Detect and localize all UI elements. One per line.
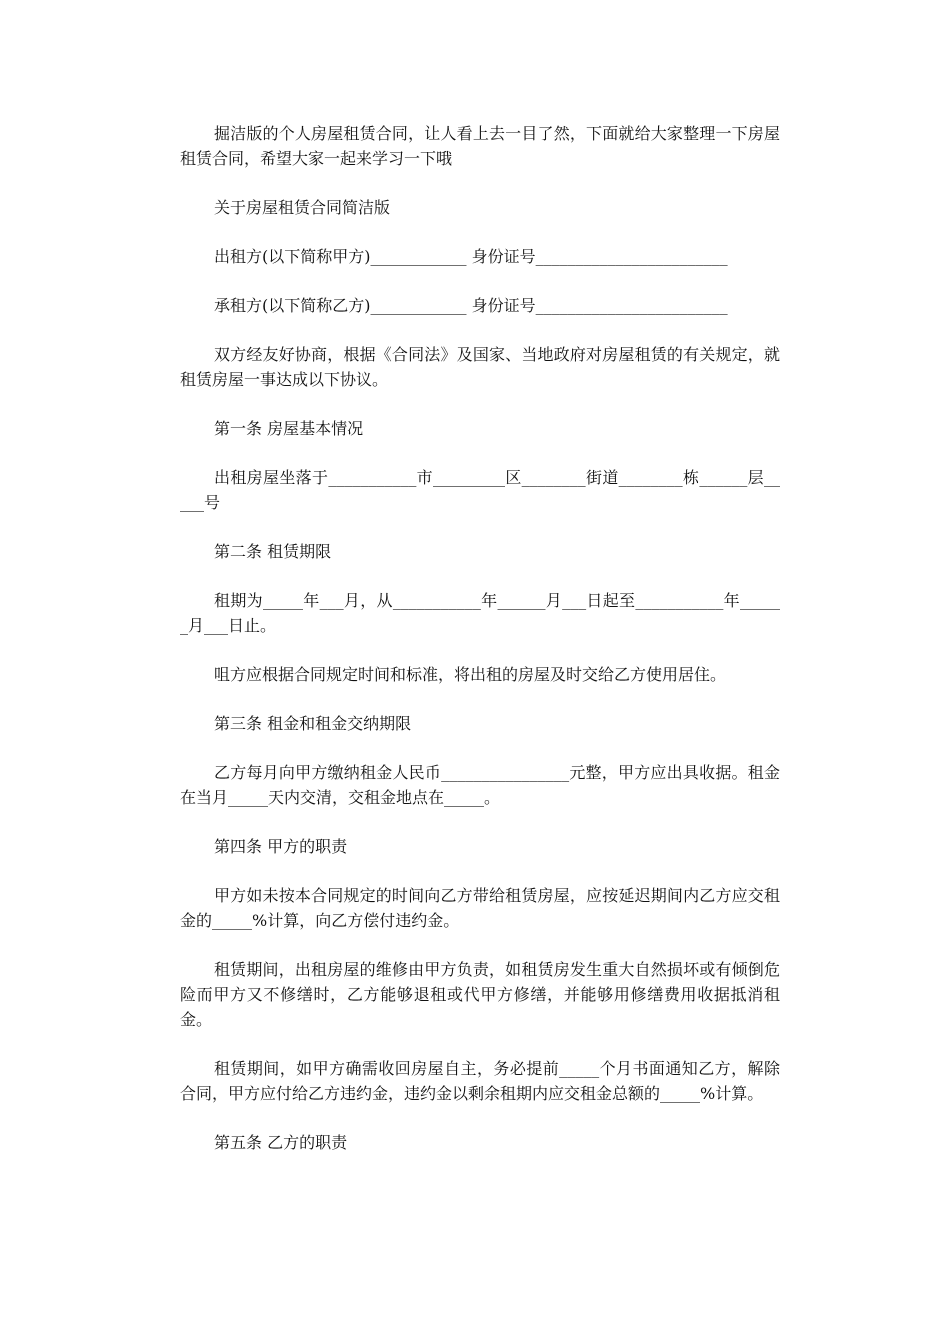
intro-paragraph: 掘洁版的个人房屋租赁合同，让人看上去一目了然，下面就给大家整理一下房屋租赁合同，希望大家一起来学习一下哦 bbox=[180, 124, 780, 168]
article-2-heading: 第二条 租赁期限 bbox=[214, 542, 332, 561]
lease-term: 租期为_____年___月，从___________年______月___日起至___________年______月___日止。 bbox=[180, 591, 780, 635]
property-location: 出租房屋坐落于___________市_________区________街道________栋______层_____号 bbox=[180, 468, 780, 512]
handover-clause: 咀方应根据合同规定时间和标准，将出租的房屋及时交给乙方使用居住。 bbox=[214, 665, 727, 684]
agreement-preamble: 双方经友好协商，根据《合同法》及国家、当地政府对房屋租赁的有关规定，就租赁房屋一事达成以下协议。 bbox=[180, 345, 780, 389]
lessee-line: 承租方(以下简称乙方)____________ 身份证号________________________ bbox=[214, 296, 728, 315]
article-5-heading: 第五条 乙方的职责 bbox=[214, 1133, 348, 1152]
rent-payment: 乙方每月向甲方缴纳租金人民币________________元整，甲方应出具收据。租金在当月_____天内交清，交租金地点在_____。 bbox=[180, 763, 780, 807]
lessor-line: 出租方(以下简称甲方)____________ 身份证号________________________ bbox=[214, 247, 728, 266]
document-page bbox=[180, 121, 780, 1179]
article-3-heading: 第三条 租金和租金交纳期限 bbox=[214, 714, 412, 733]
delay-penalty: 甲方如未按本合同规定的时间向乙方带给租赁房屋，应按延迟期间内乙方应交租金的_____%计算，向乙方偿付违约金。 bbox=[180, 886, 780, 930]
document-title: 关于房屋租赁合同简洁版 bbox=[214, 198, 391, 217]
article-1-heading: 第一条 房屋基本情况 bbox=[214, 419, 364, 438]
early-termination: 租赁期间，如甲方确需收回房屋自主，务必提前_____个月书面通知乙方，解除合同，甲方应付给乙方违约金，违约金以剩余租期内应交租金总额的_____%计算。 bbox=[180, 1059, 780, 1103]
maintenance-clause: 租赁期间，出租房屋的维修由甲方负责，如租赁房发生重大自然损坏或有倾倒危险而甲方又不修缮时，乙方能够退租或代甲方修缮，并能够用修缮费用收据抵消租金。 bbox=[180, 960, 780, 1029]
article-4-heading: 第四条 甲方的职责 bbox=[214, 837, 348, 856]
